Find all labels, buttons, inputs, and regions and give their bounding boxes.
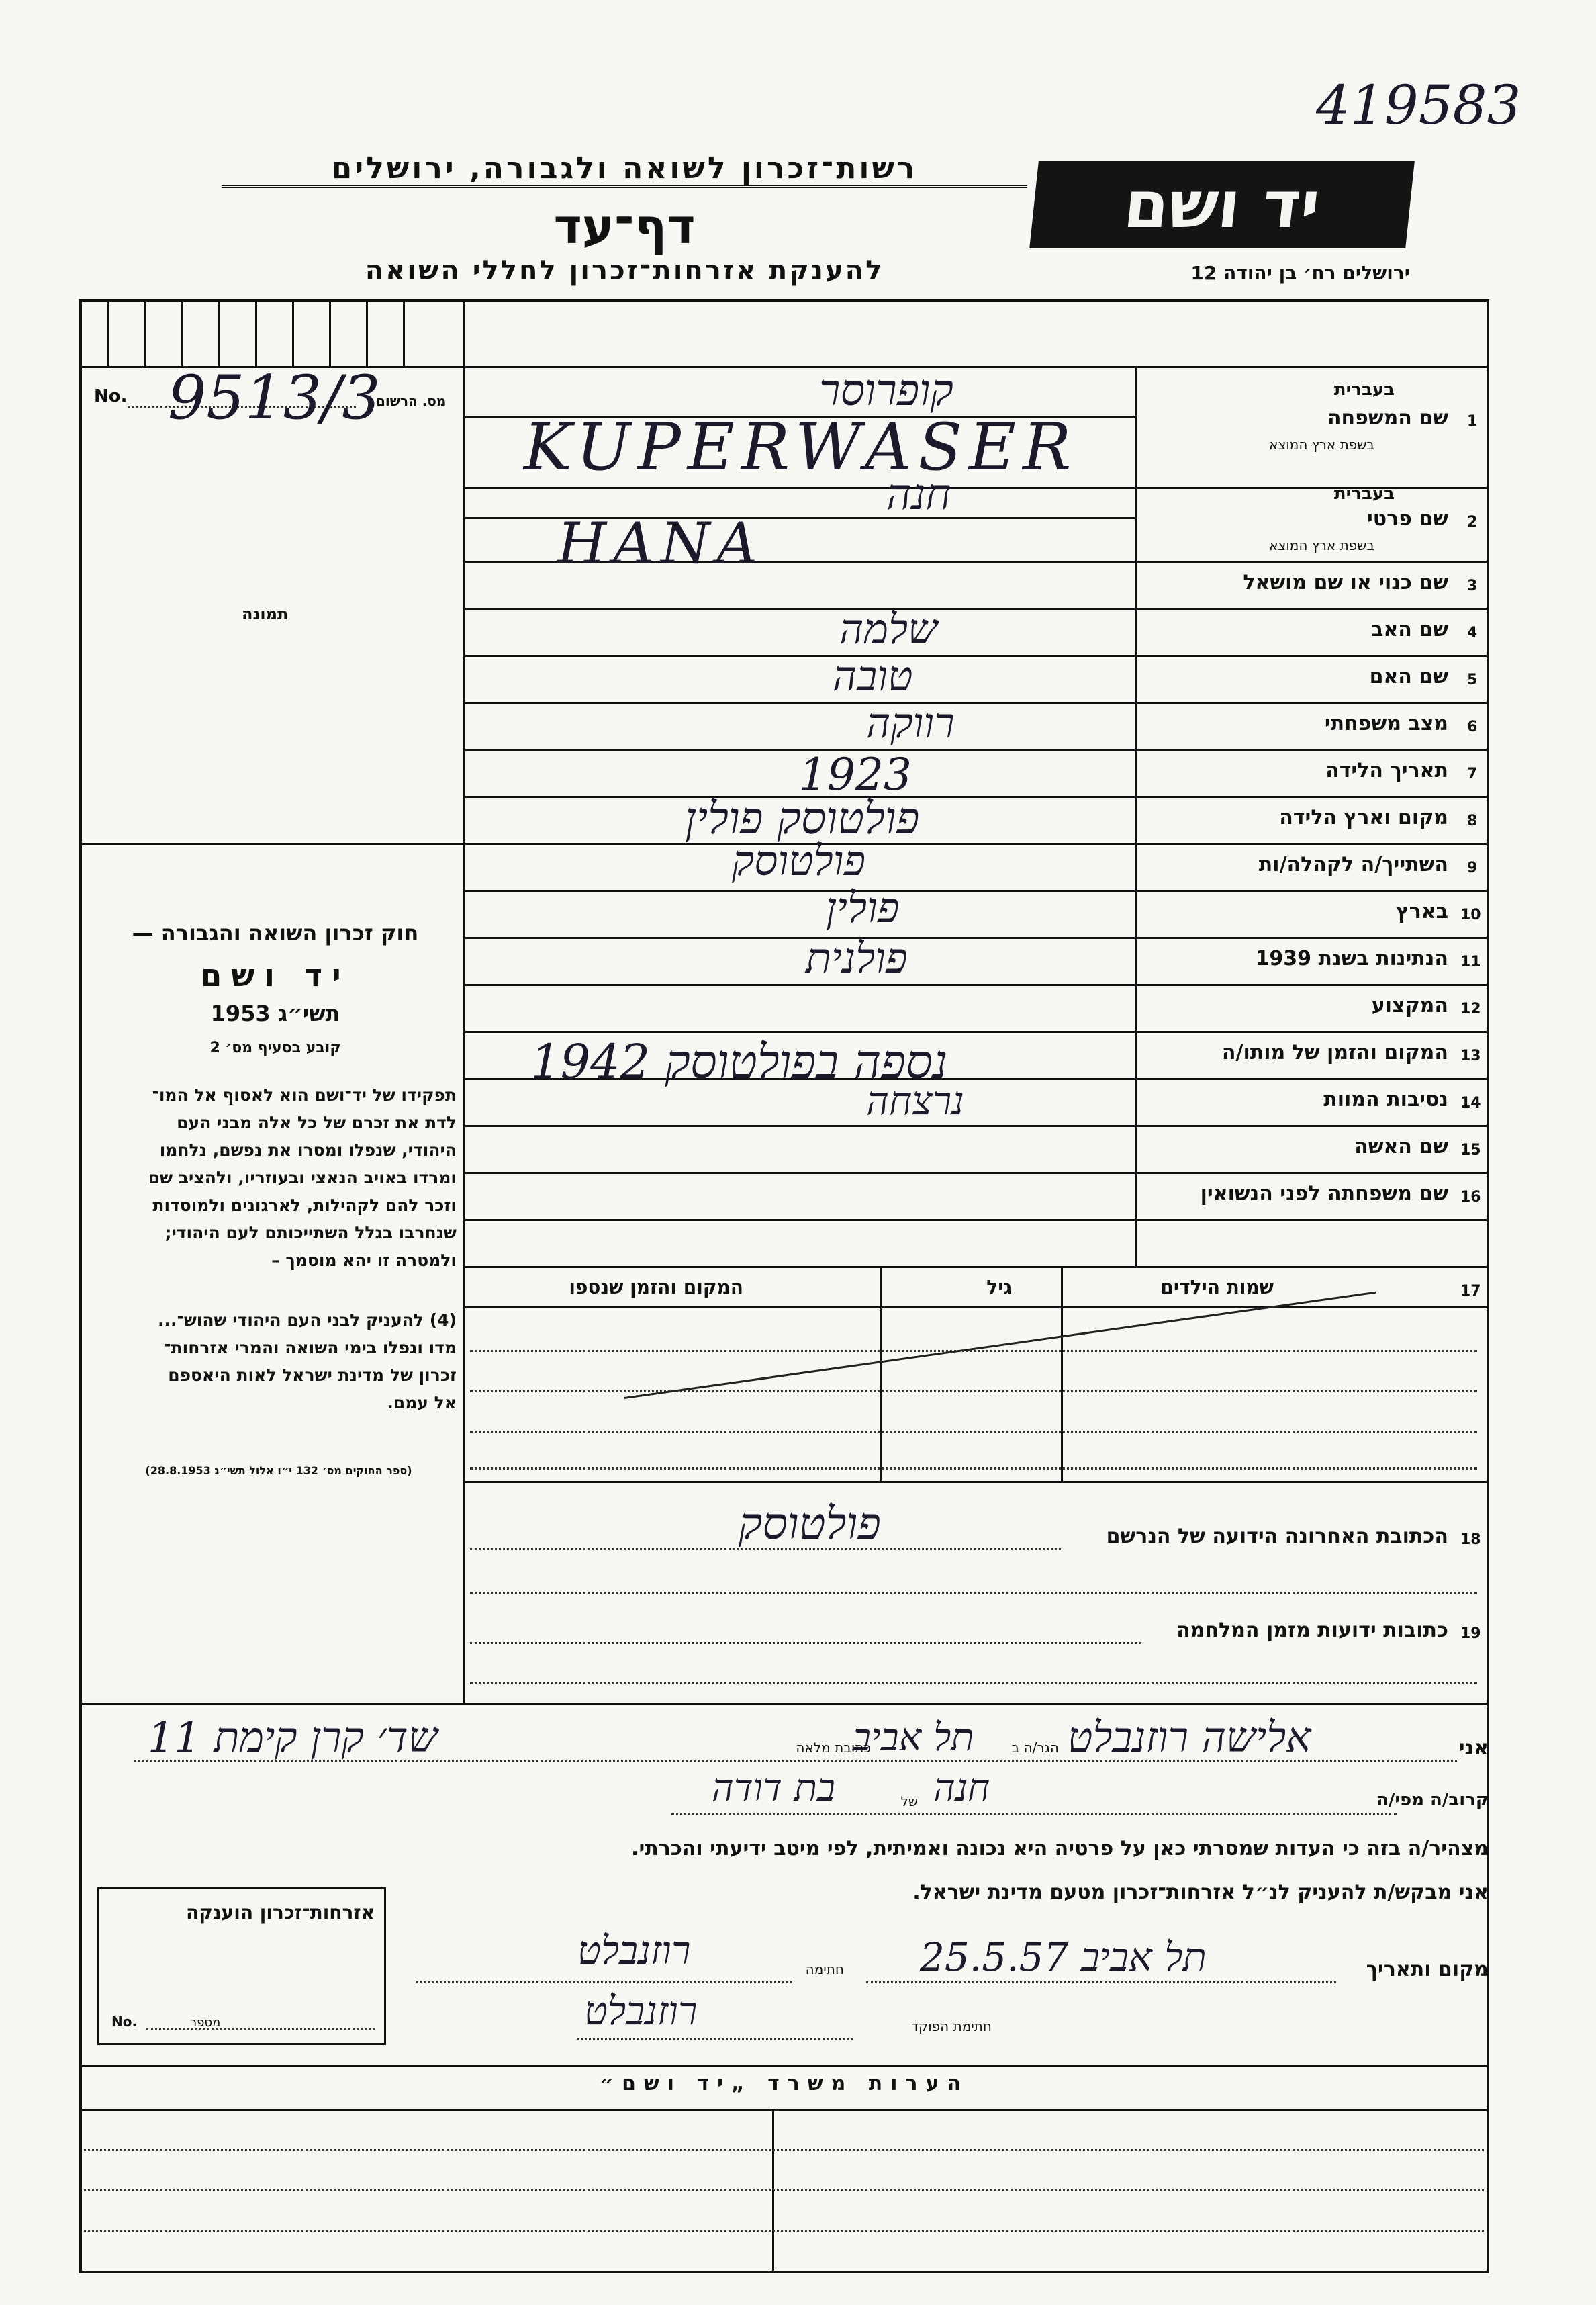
decl-officer-value[interactable]: רוזנבלט xyxy=(584,1988,698,2034)
field-11-number: 11 xyxy=(1460,954,1481,970)
decl-statement-1: מצהיר/ה בזה כי העדות שמסרתי כאן על פרטיה היא נכונה ואמיתית, לפי מיטב ידיעתי והכרתי. xyxy=(631,1837,1489,1860)
field-18-value[interactable]: פולטוסק xyxy=(739,1498,881,1549)
registration-no-label: No. xyxy=(94,386,128,406)
logo-text: יד ושם xyxy=(1120,167,1324,242)
office-notes-title: הערות משרד „יד ושם״ xyxy=(599,2072,970,2095)
field-2-he-sub: בעברית xyxy=(1333,484,1395,504)
field-18-number: 18 xyxy=(1460,1531,1481,1548)
memorial-box-title: אזרחות־זכרון הוענקה xyxy=(186,1901,375,1924)
field-10-number: 10 xyxy=(1460,907,1481,923)
field-9-label: השתייך/ה לקהלה/ות xyxy=(1258,853,1448,876)
field-5-label: שם האם xyxy=(1369,665,1448,688)
decl-place-date-value[interactable]: תל אביב 25.5.57 xyxy=(920,1934,1207,1980)
field-9-number: 9 xyxy=(1467,860,1478,876)
field-6-number: 6 xyxy=(1467,719,1478,735)
field-2-orig-value[interactable]: HANA xyxy=(557,510,765,576)
children-col-names: שמות הילדים xyxy=(1160,1276,1274,1298)
field-14-value[interactable]: נרצחה xyxy=(866,1078,965,1124)
field-16-label: שם משפחתה לפני הנשואין xyxy=(1200,1182,1448,1206)
field-14-number: 14 xyxy=(1460,1095,1481,1112)
decl-relation-value[interactable]: בת דודה xyxy=(712,1766,835,1810)
field-4-value[interactable]: שלמה xyxy=(839,604,937,653)
memorial-citizenship-box xyxy=(97,1887,386,2045)
decl-relation-label: קרוב/ה מפי/ה xyxy=(1376,1790,1489,1810)
decl-signature-label: חתימה xyxy=(805,1961,844,1977)
decl-full-address-label: כתובת מלאה xyxy=(796,1739,871,1756)
field-8-number: 8 xyxy=(1467,813,1478,829)
decl-of-value[interactable]: חנה xyxy=(933,1766,990,1810)
field-1-number: 1 xyxy=(1467,413,1478,430)
field-1-orig-value[interactable]: KUPERWASER xyxy=(524,410,1078,485)
field-13-value[interactable]: נספה בפולטוסק 1942 xyxy=(530,1034,948,1089)
field-11-label: הנתינות בשנת 1939 xyxy=(1255,947,1448,970)
decl-place-date-label: מקום ותאריך xyxy=(1366,1958,1489,1981)
field-15-label: שם האשה xyxy=(1354,1135,1448,1159)
registration-number: 9513/3 xyxy=(168,363,381,433)
field-9-value[interactable]: פולטוסק xyxy=(732,836,866,885)
field-14-label: נסיבות המוות xyxy=(1323,1088,1448,1112)
field-4-number: 4 xyxy=(1467,625,1478,641)
law-body-2: (4) להעניק לבני העם היהודי שהוש־... מדו ונפלו בימי השואה והמרי אזרחות־ זכרון של מדינת ישראל לאות היאספם אל עמם. xyxy=(157,1310,457,1412)
field-8-value[interactable]: פולטוסק פולין xyxy=(685,793,920,844)
field-17-number: 17 xyxy=(1460,1283,1481,1300)
field-2-label: שם פרטי xyxy=(1366,507,1448,531)
memorial-box-no-he: מספר xyxy=(190,2016,221,2030)
law-year: תשי״ג 1953 xyxy=(210,1001,340,1026)
field-13-label: המקום והזמן של מותו/ה xyxy=(1221,1041,1448,1065)
decl-of-label: של xyxy=(900,1793,918,1809)
field-3-label: שם כנוי או שם מושאל xyxy=(1243,571,1448,594)
decl-statement-2: אני מבקש/ת להעניק לנ״ל אזרחות־זכרון מטעם מדינת ישראל. xyxy=(912,1881,1489,1904)
registration-he-label: מס. הרשום xyxy=(376,393,447,409)
decl-ani: אני xyxy=(1458,1736,1489,1760)
field-13-number: 13 xyxy=(1460,1048,1481,1065)
field-2-orig-sub: בשפת ארץ המוצא xyxy=(1269,537,1374,553)
decl-lives-in-value[interactable]: תל אביב xyxy=(853,1716,974,1760)
law-clause: קובע בסעיף מס׳ 2 xyxy=(209,1040,341,1056)
field-5-value[interactable]: טובה xyxy=(833,651,913,700)
field-5-number: 5 xyxy=(1467,672,1478,688)
field-8-label: מקום וארץ הלידה xyxy=(1279,806,1448,829)
field-1-label: שם המשפחה xyxy=(1327,406,1448,430)
law-title: חוק זכרון השואה והגבורה — xyxy=(132,920,419,946)
page-title: דף־עד xyxy=(553,198,696,255)
decl-full-address-value[interactable]: שד׳ קרן קימת 11 xyxy=(148,1713,438,1762)
field-19-label: כתובות ידועות מזמן המלחמה xyxy=(1176,1619,1448,1642)
header-subtitle: להענקת אזרחות־זכרון לחללי השואה xyxy=(365,255,884,286)
decl-signature-value[interactable]: רוזנבלט xyxy=(577,1928,691,1973)
archive-number: 419583 xyxy=(1316,74,1521,136)
field-6-value[interactable]: רווקה xyxy=(866,698,955,748)
field-4-label: שם האב xyxy=(1371,618,1448,641)
law-name: יד ושם xyxy=(200,957,350,993)
field-3-number: 3 xyxy=(1467,578,1478,594)
header-address: ירושלים רח׳ בן יהודה 12 xyxy=(1190,262,1410,284)
field-7-number: 7 xyxy=(1467,766,1478,782)
field-12-number: 12 xyxy=(1460,1001,1481,1018)
field-7-label: תאריך הלידה xyxy=(1325,759,1448,782)
field-6-label: מצב משפחתי xyxy=(1324,712,1448,735)
header-authority: רשות־זכרון לשואה ולגבורה, ירושלים xyxy=(222,151,1027,188)
children-col-place: המקום והזמן שנספו xyxy=(569,1276,743,1298)
field-10-value[interactable]: פולין xyxy=(826,883,900,932)
field-11-value[interactable]: פולנית xyxy=(806,934,908,983)
yad-vashem-logo xyxy=(1029,161,1415,248)
law-body-1: תפקידו של יד־ושם הוא לאסוף אל המו־ לדת את זכרם של כל אלה מבני העם היהודי, שנפלו ומסרו את נפשם, נלחמו ומרדו באויב הנאצי ובעוזריו, ולהציב שם וזכר להם לקהילות, לארגונים ולמוסדות שנחרבו בגלל השתייכותם לעם היהודי; ולמטרה זו יהא מוסמך – xyxy=(148,1085,457,1270)
field-12-label: המקצוע xyxy=(1371,994,1448,1018)
decl-officer-label: חתימת הפוקד xyxy=(911,2018,992,2034)
field-2-he-value[interactable]: חנה xyxy=(886,470,951,520)
field-7-value[interactable]: 1923 xyxy=(799,749,912,801)
children-col-age: גיל xyxy=(986,1276,1012,1298)
field-19-number: 19 xyxy=(1460,1625,1481,1642)
field-16-number: 16 xyxy=(1460,1189,1481,1206)
law-reference: (ספר החוקים מס׳ 132 י״ו אלול תשי״ג 28.8.1953) xyxy=(145,1464,412,1477)
field-1-orig-sub: בשפת ארץ המוצא xyxy=(1269,437,1374,453)
memorial-box-no-label: No. xyxy=(111,2014,138,2030)
field-1-he-sub: בעברית xyxy=(1333,379,1395,400)
field-15-number: 15 xyxy=(1460,1142,1481,1159)
field-10-label: בארץ xyxy=(1395,900,1448,923)
field-2-number: 2 xyxy=(1467,514,1478,531)
field-1-he-value[interactable]: קופרוסר xyxy=(819,366,953,416)
photo-label: תמונה xyxy=(242,604,289,623)
decl-lives-in-label: הגר/ה ב xyxy=(1011,1739,1059,1756)
field-18-label: הכתובת האחרונה הידועה של הנרשם xyxy=(1106,1525,1448,1548)
decl-declarant-name[interactable]: אלישה רוזנבלט xyxy=(1068,1713,1311,1762)
